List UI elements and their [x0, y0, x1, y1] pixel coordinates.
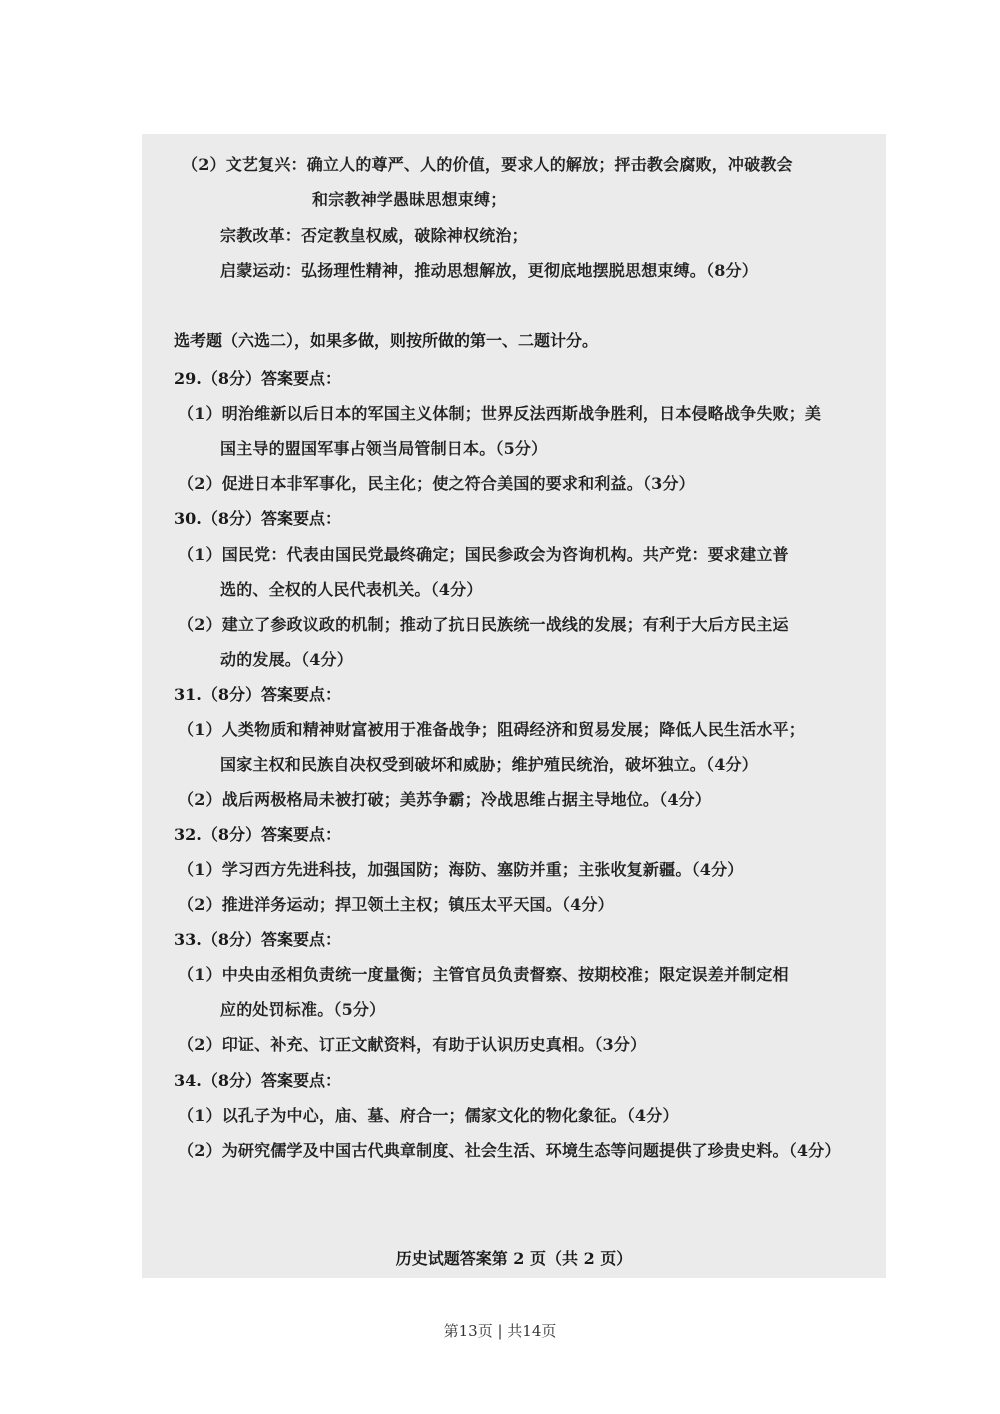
q34-heading: 34.（8分）答案要点：: [174, 1071, 341, 1090]
q32-heading: 32.（8分）答案要点：: [174, 825, 341, 844]
elective-note: 选考题（六选二），如果多做，则按所做的第一、二题计分。: [174, 331, 599, 350]
q32-p1: （1）学习西方先进科技，加强国防；海防、塞防并重；主张收复新疆。（4分）: [178, 860, 744, 879]
q30-p1-line1: （1）国民党：代表由国民党最终确定；国民参政会为咨询机构。共产党：要求建立普: [178, 545, 789, 564]
q29-p2: （2）促进日本非军事化，民主化；使之符合美国的要求和利益。（3分）: [178, 474, 695, 493]
prev-q-p2-line4: 启蒙运动：弘扬理性精神，推动思想解放，更彻底地摆脱思想束缚。（8分）: [220, 261, 758, 280]
q30-p2-line1: （2）建立了参政议政的机制；推动了抗日民族统一战线的发展；有利于大后方民主运: [178, 615, 789, 634]
prev-q-p2-line2: 和宗教神学愚昧思想束缚；: [312, 190, 507, 209]
q31-heading: 31.（8分）答案要点：: [174, 685, 341, 704]
q33-heading: 33.（8分）答案要点：: [174, 930, 341, 949]
q32-p2: （2）推进洋务运动；捍卫领土主权；镇压太平天国。（4分）: [178, 895, 614, 914]
q30-p1-line2: 选的、全权的人民代表机关。（4分）: [220, 580, 483, 599]
q31-p1-line2: 国家主权和民族自决权受到破坏和威胁；维护殖民统治，破坏独立。（4分）: [220, 755, 758, 774]
q30-heading: 30.（8分）答案要点：: [174, 509, 341, 528]
q30-p2-line2: 动的发展。（4分）: [220, 650, 353, 669]
q31-p2: （2）战后两极格局未被打破；美苏争霸；冷战思维占据主导地位。（4分）: [178, 790, 712, 809]
q31-p1-line1: （1）人类物质和精神财富被用于准备战争；阻碍经济和贸易发展；降低人民生活水平；: [178, 720, 805, 739]
q29-p1-line1: （1）明治维新以后日本的军国主义体制；世界反法西斯战争胜利，日本侵略战争失败；美: [178, 404, 822, 423]
q29-p1-line2: 国主导的盟国军事占领当局管制日本。（5分）: [220, 439, 548, 458]
scan-page-footer: 历史试题答案第 2 页（共 2 页）: [395, 1249, 633, 1268]
q33-p1-line2: 应的处罚标准。（5分）: [220, 1000, 386, 1019]
prev-q-p2-line1: （2）文艺复兴：确立人的尊严、人的价值，要求人的解放；抨击教会腐败，冲破教会: [182, 155, 793, 174]
q33-p2: （2）印证、补充、订正文献资料，有助于认识历史真相。（3分）: [178, 1035, 647, 1054]
prev-q-p2-line3: 宗教改革：否定教皇权威，破除神权统治；: [220, 226, 528, 245]
q34-p1: （1）以孔子为中心，庙、墓、府合一；儒家文化的物化象征。（4分）: [178, 1106, 679, 1125]
q33-p1-line1: （1）中央由丞相负责统一度量衡；主管官员负责督察、按期校准；限定误差并制定相: [178, 965, 789, 984]
scanned-answer-sheet: [142, 134, 886, 1278]
page-number: 第13页 | 共14页: [443, 1322, 557, 1340]
q34-p2: （2）为研究儒学及中国古代典章制度、社会生活、环境生态等问题提供了珍贵史料。（4分）: [178, 1141, 841, 1160]
q29-heading: 29.（8分）答案要点：: [174, 369, 341, 388]
